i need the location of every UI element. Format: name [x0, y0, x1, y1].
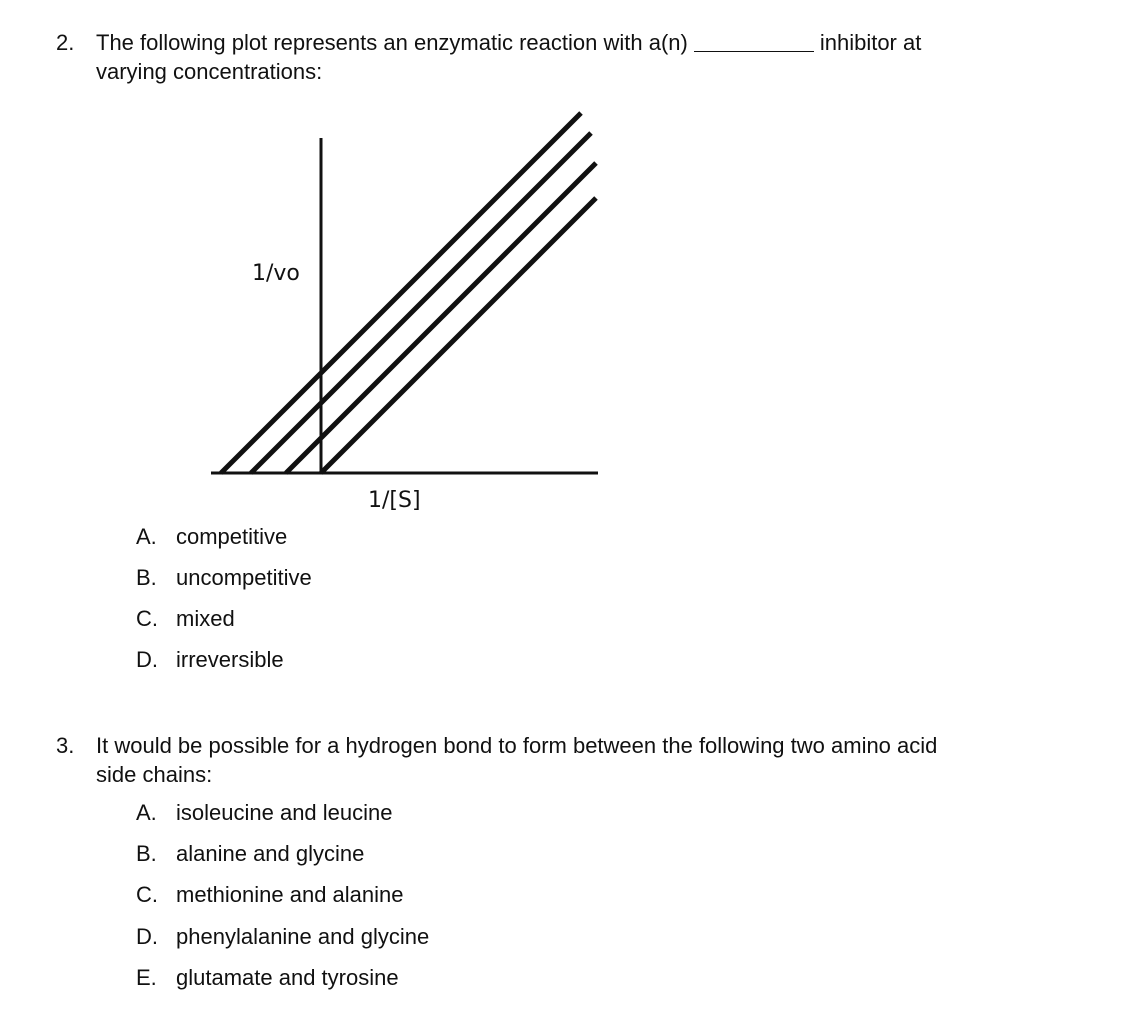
plot-line-4 [321, 198, 596, 473]
q2-option-c[interactable]: C. mixed [136, 606, 235, 631]
question-number: 2. [56, 30, 75, 55]
plot-line-3 [286, 163, 596, 473]
question-number: 3. [56, 733, 75, 758]
q2-option-b[interactable]: B. uncompetitive [136, 565, 312, 590]
x-axis-label: 1/[S] [368, 488, 421, 513]
q3-option-c[interactable]: C. methionine and alanine [136, 882, 404, 907]
plot-line-1 [221, 113, 581, 473]
stem-text-before: The following plot represents an enzymatic reaction with a(n) [96, 30, 688, 55]
q3-option-d[interactable]: D. phenylalanine and glycine [136, 924, 430, 949]
q3-option-b[interactable]: B. alanine and glycine [136, 841, 365, 866]
question-stem [96, 731, 937, 789]
plot-line-2 [251, 133, 591, 473]
stem-text-line2: side chains: [96, 762, 213, 787]
y-axis-label: 1/vo [252, 261, 300, 286]
stem-text-after: inhibitor at [819, 30, 922, 55]
q2-option-d[interactable]: D. irreversible [136, 647, 284, 672]
q2-option-a[interactable]: A. competitive [136, 524, 288, 549]
q3-option-a[interactable]: A. isoleucine and leucine [136, 800, 393, 825]
stem-text-line1: It would be possible for a hydrogen bond to form between the following two amino acid [96, 733, 938, 758]
q3-option-e[interactable]: E. glutamate and tyrosine [136, 965, 399, 990]
stem-text-line2: varying concentrations: [96, 59, 323, 84]
